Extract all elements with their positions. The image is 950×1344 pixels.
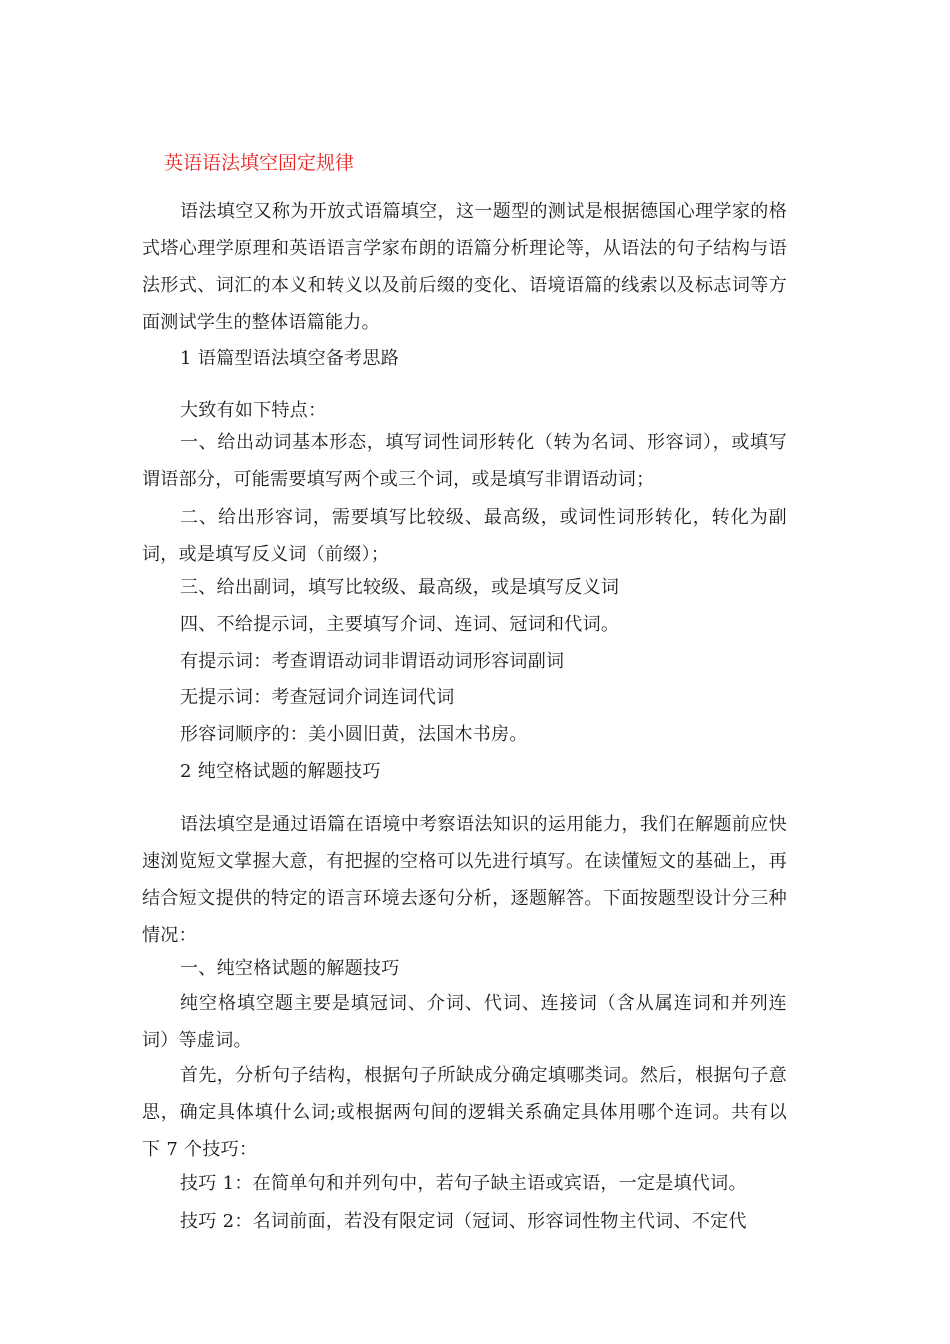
feature-4: 四、不给提示词，主要填写介词、连词、冠词和代词。 [180,614,620,635]
section2-intro: 语法填空是通过语篇在语境中考察语法知识的运用能力，我们在解题前应快速浏览短文掌握大意，有把握的空格可以先进行填写。在读懂短文的基础上，再结合短文提供的特定的语言环境去逐句分析，逐题解答。下面按题型设计分三种情况： [142,814,787,946]
section1-heading: 1 语篇型语法填空备考思路 [180,348,400,369]
sub1-heading: 一、纯空格试题的解题技巧 [180,958,400,979]
hint-with: 有提示词：考查谓语动词非谓语动词形容词副词 [180,651,565,672]
sub1-text: 纯空格填空题主要是填冠词、介词、代词、连接词（含从属连词和并列连词）等虚词。 [142,993,787,1051]
method-text: 首先，分析句子结构，根据句子所缺成分确定填哪类词。然后，根据句子意思，确定具体填什么词;或根据两句间的逻辑关系确定具体用哪个连词。共有以下 7 个技巧： [142,1065,787,1160]
document-title: 英语语法填空固定规律 [164,152,355,174]
feature-3: 三、给出副词，填写比较级、最高级，或是填写反义词 [180,577,620,598]
tip-1: 技巧 1：在简单句和并列句中，若句子缺主语或宾语，一定是填代词。 [180,1173,747,1194]
section2-heading: 2 纯空格试题的解题技巧 [180,761,381,782]
feature-2: 二、给出形容词，需要填写比较级、最高级，或词性词形转化，转化为副词，或是填写反义词（前缀）； [142,507,787,565]
intro-paragraph: 语法填空又称为开放式语篇填空，这一题型的测试是根据德国心理学家的格式塔心理学原理和英语语言学家布朗的语篇分析理论等，从语法的句子结构与语法形式、词汇的本义和转义以及前后缀的变化、语境语篇的线索以及标志词等方面测试学生的整体语篇能力。 [142,201,787,333]
tip-2: 技巧 2：名词前面，若没有限定词（冠词、形容词性物主代词、不定代 [180,1211,747,1232]
adjective-order: 形容词顺序的：美小圆旧黄，法国木书房。 [180,724,528,745]
feature-1: 一、给出动词基本形态，填写词性词形转化（转为名词、形容词），或填写谓语部分，可能需要填写两个或三个词，或是填写非谓语动词； [142,432,787,490]
hint-without: 无提示词：考查冠词介词连词代词 [180,687,455,708]
features-lead: 大致有如下特点： [180,400,327,421]
